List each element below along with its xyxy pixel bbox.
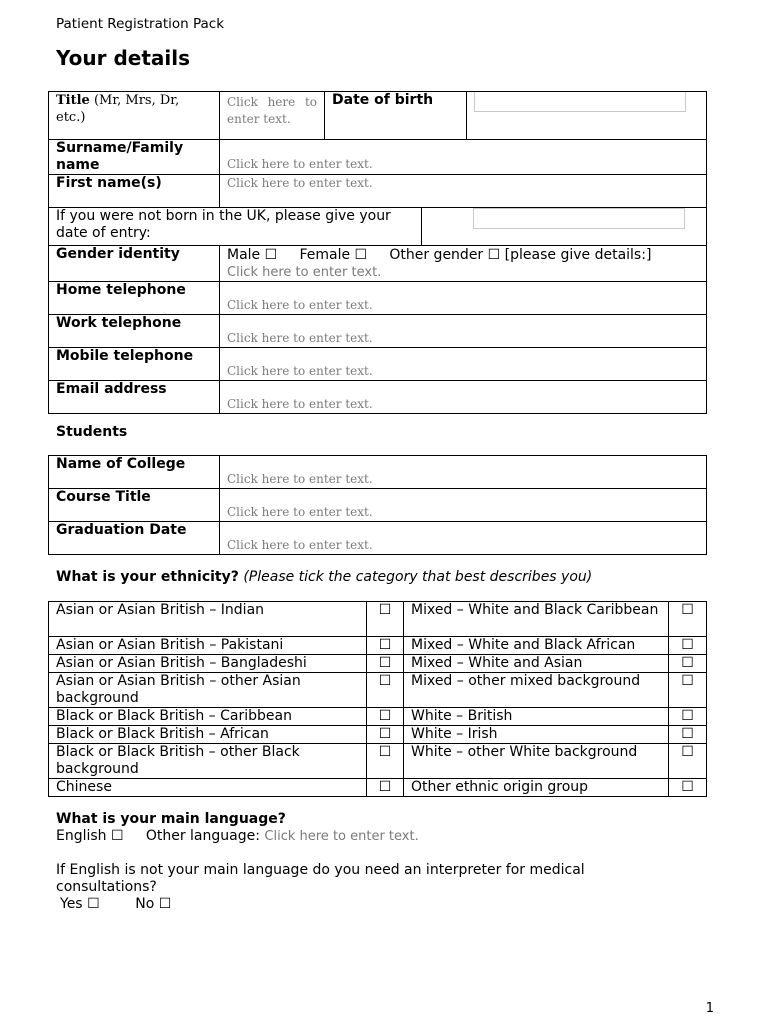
ethnicity-option: White – Irish <box>404 726 669 744</box>
title-hint: (Mr, Mrs, Dr, etc.) <box>56 93 180 125</box>
ethnicity-checkbox[interactable]: ☐ <box>669 655 707 673</box>
students-table <box>48 455 707 555</box>
details-table <box>48 91 707 414</box>
ethnicity-option: Asian or Asian British – Pakistani <box>49 637 367 655</box>
interpreter-no-checkbox[interactable]: ☐ <box>158 896 172 912</box>
language-question: What is your main language? <box>56 811 286 827</box>
ethnicity-checkbox[interactable]: ☐ <box>669 673 707 708</box>
college-label: Name of College <box>49 456 220 489</box>
surname-input[interactable]: Click here to enter text. <box>227 157 373 171</box>
gender-male-checkbox[interactable]: ☐ <box>264 247 278 263</box>
graduation-label: Graduation Date <box>49 522 220 555</box>
work-telephone-input[interactable]: Click here to enter text. <box>227 331 373 345</box>
ethnicity-option: Mixed – White and Asian <box>404 655 669 673</box>
page-title: Your details <box>56 46 191 70</box>
ethnicity-checkbox[interactable]: ☐ <box>669 779 707 797</box>
ethnicity-checkbox[interactable]: ☐ <box>367 744 404 779</box>
ethnicity-checkbox[interactable]: ☐ <box>367 708 404 726</box>
home-telephone-input[interactable]: Click here to enter text. <box>227 298 373 312</box>
first-name-label: First name(s) <box>49 175 220 208</box>
gender-label: Gender identity <box>49 246 220 282</box>
document-header: Patient Registration Pack <box>56 16 225 32</box>
home-telephone-label: Home telephone <box>49 282 220 315</box>
date-of-entry-input[interactable] <box>473 208 685 229</box>
ethnicity-checkbox[interactable]: ☐ <box>367 602 404 637</box>
dob-label: Date of birth <box>325 92 467 140</box>
english-label: English <box>56 828 107 844</box>
ethnicity-option: White – other White background <box>404 744 669 779</box>
ethnicity-checkbox[interactable]: ☐ <box>367 726 404 744</box>
ethnicity-checkbox[interactable]: ☐ <box>367 673 404 708</box>
students-heading: Students <box>56 424 128 440</box>
ethnicity-checkbox[interactable]: ☐ <box>367 779 404 797</box>
gender-female-checkbox[interactable]: ☐ <box>354 247 368 263</box>
email-input[interactable]: Click here to enter text. <box>227 397 373 411</box>
title-input[interactable]: Click here to enter text. <box>227 95 317 126</box>
first-name-input[interactable]: Click here to enter text. <box>227 176 373 190</box>
ethnicity-table <box>48 601 707 797</box>
title-label-cell <box>49 92 220 140</box>
ethnicity-option: Mixed – other mixed background <box>404 673 669 708</box>
email-label: Email address <box>49 381 220 414</box>
english-checkbox[interactable]: ☐ <box>111 828 124 844</box>
gender-male-label: Male <box>227 247 261 263</box>
gender-other-checkbox[interactable]: ☐ <box>487 247 501 263</box>
college-input[interactable]: Click here to enter text. <box>227 472 373 486</box>
course-input[interactable]: Click here to enter text. <box>227 505 373 519</box>
ethnicity-option: Asian or Asian British – Bangladeshi <box>49 655 367 673</box>
ethnicity-option: Mixed – White and Black Caribbean <box>404 602 669 637</box>
ethnicity-option: Black or Black British – African <box>49 726 367 744</box>
gender-other-label: Other gender <box>389 247 484 263</box>
ethnicity-option: Other ethnic origin group <box>404 779 669 797</box>
mobile-telephone-label: Mobile telephone <box>49 348 220 381</box>
gender-details-input[interactable]: Click here to enter text. <box>227 265 382 280</box>
ethnicity-option: Black or Black British – Caribbean <box>49 708 367 726</box>
dob-input[interactable] <box>474 91 686 112</box>
interpreter-yes-label: Yes <box>60 896 83 912</box>
interpreter-yes-checkbox[interactable]: ☐ <box>87 896 100 912</box>
title-label: Title <box>56 93 90 108</box>
ethnicity-checkbox[interactable]: ☐ <box>669 726 707 744</box>
gender-female-label: Female <box>299 247 351 263</box>
ethnicity-hint: (Please tick the category that best describes you) <box>243 569 593 585</box>
other-language-label: Other language: <box>145 828 260 844</box>
ethnicity-option: Black or Black British – other Black background <box>49 744 367 779</box>
ethnicity-question: What is your ethnicity? <box>56 569 239 585</box>
ethnicity-option: Mixed – White and Black African <box>404 637 669 655</box>
page-number: 1 <box>705 1001 714 1016</box>
interpreter-question: If English is not your main language do you need an interpreter for medical consultations? <box>56 862 585 895</box>
graduation-input[interactable]: Click here to enter text. <box>227 538 373 552</box>
ethnicity-option: Asian or Asian British – other Asian background <box>49 673 367 708</box>
work-telephone-label: Work telephone <box>49 315 220 348</box>
gender-details-hint: [please give details:] <box>504 247 652 263</box>
course-label: Course Title <box>49 489 220 522</box>
ethnicity-checkbox[interactable]: ☐ <box>669 602 707 637</box>
ethnicity-option: White – British <box>404 708 669 726</box>
ethnicity-checkbox[interactable]: ☐ <box>669 708 707 726</box>
interpreter-no-label: No <box>135 896 155 912</box>
ethnicity-option: Chinese <box>49 779 367 797</box>
ethnicity-checkbox[interactable]: ☐ <box>367 637 404 655</box>
surname-label: Surname/Family name <box>49 140 220 175</box>
not-born-uk-label: If you were not born in the UK, please give your date of entry: <box>49 208 422 246</box>
other-language-input[interactable]: Click here to enter text. <box>264 829 419 844</box>
mobile-telephone-input[interactable]: Click here to enter text. <box>227 364 373 378</box>
ethnicity-checkbox[interactable]: ☐ <box>669 637 707 655</box>
ethnicity-checkbox[interactable]: ☐ <box>669 744 707 779</box>
ethnicity-checkbox[interactable]: ☐ <box>367 655 404 673</box>
ethnicity-option: Asian or Asian British – Indian <box>49 602 367 637</box>
